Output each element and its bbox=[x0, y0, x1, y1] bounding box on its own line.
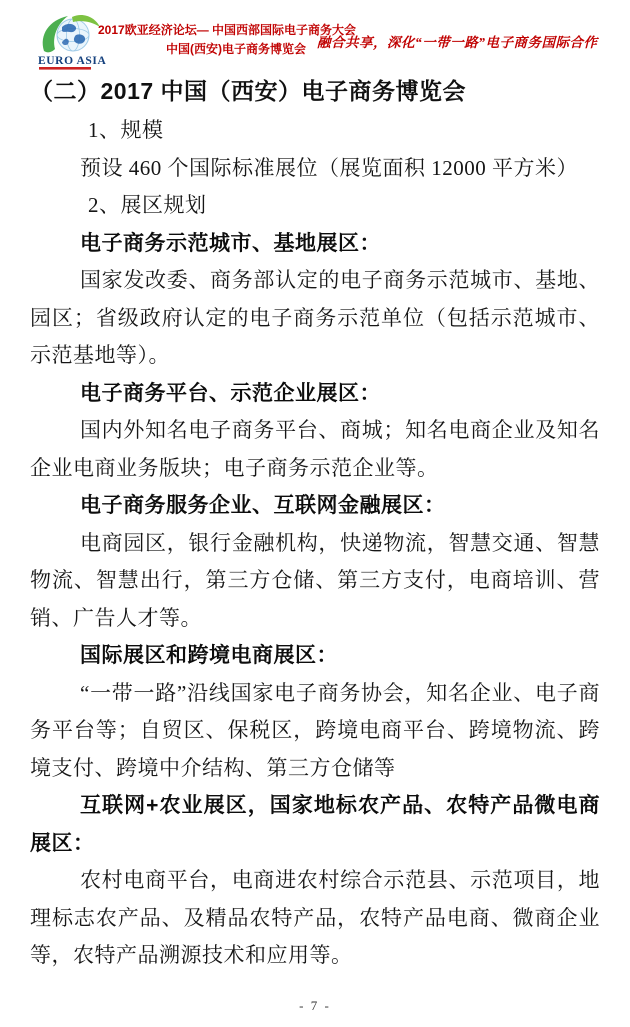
section-heading-service: 电子商务服务企业、互联网金融展区： bbox=[80, 494, 446, 517]
section-heading-international: 国际展区和跨境电商展区： bbox=[80, 644, 338, 667]
section-heading-platform: 电子商务平台、示范企业展区： bbox=[80, 381, 381, 405]
doc-paragraph-scale-detail: 预设 460 个国际标准展位（展览面积 12000 平方米） bbox=[80, 155, 578, 180]
globe-icon bbox=[57, 19, 89, 51]
section-heading-agriculture: 互联网+农业展区，国家地标农产品、农特产品微电商展区： bbox=[30, 794, 600, 855]
section-title: （二）2017 中国（西安）电子商务博览会 bbox=[30, 78, 467, 104]
header-org-titles bbox=[98, 21, 357, 59]
doc-paragraph-agriculture: 农村电商平台，电商进农村综合示范县、示范项目，地理标志农产品、及精品农特产品，农特产品电商、微商企业等，农特产品溯源技术和应用等。 bbox=[30, 868, 600, 967]
document-body bbox=[30, 76, 600, 975]
doc-paragraph-international: “一带一路”沿线国家电子商务协会，知名企业、电子商务平台等；自贸区、保税区，跨境电商平台、跨境物流、跨境支付、跨境中介结构、第三方仓储等 bbox=[30, 680, 600, 780]
logo-wordmark: EURO ASIA bbox=[38, 55, 106, 67]
header-org-line1: 2017欧亚经济论坛— 中国西部国际电子商务大会 bbox=[98, 23, 357, 37]
page-number: - 7 - bbox=[299, 998, 331, 1013]
doc-paragraph-service: 电商园区，银行金融机构，快递物流，智慧交通、智慧物流、智慧出行，第三方仓储、第三方支付，电商培训、营销、广告人才等。 bbox=[30, 530, 600, 630]
doc-paragraph-platform: 国内外知名电子商务平台、商城；知名电商企业及知名企业电商业务版块；电子商务示范企业等。 bbox=[30, 418, 600, 480]
euro-asia-forum-logo-icon bbox=[36, 13, 106, 73]
doc-paragraph-zoning-label: 2、展区规划 bbox=[88, 193, 207, 217]
page-header bbox=[0, 0, 630, 76]
doc-paragraph-demo-city: 国家发改委、商务部认定的电子商务示范城市、基地、园区；省级政府认定的电子商务示范单位（包括示范城市、示范基地等）。 bbox=[30, 268, 600, 367]
header-slogan: 融合共享，深化“一带一路”电子商务国际合作 bbox=[317, 35, 598, 50]
logo-subtext-mark bbox=[39, 67, 91, 70]
doc-paragraph-scale-label: 1、规模 bbox=[88, 118, 164, 142]
header-org-line2: 中国(西安)电子商务博览会 bbox=[166, 42, 306, 56]
section-heading-demo-city: 电子商务示范城市、基地展区： bbox=[80, 231, 381, 255]
